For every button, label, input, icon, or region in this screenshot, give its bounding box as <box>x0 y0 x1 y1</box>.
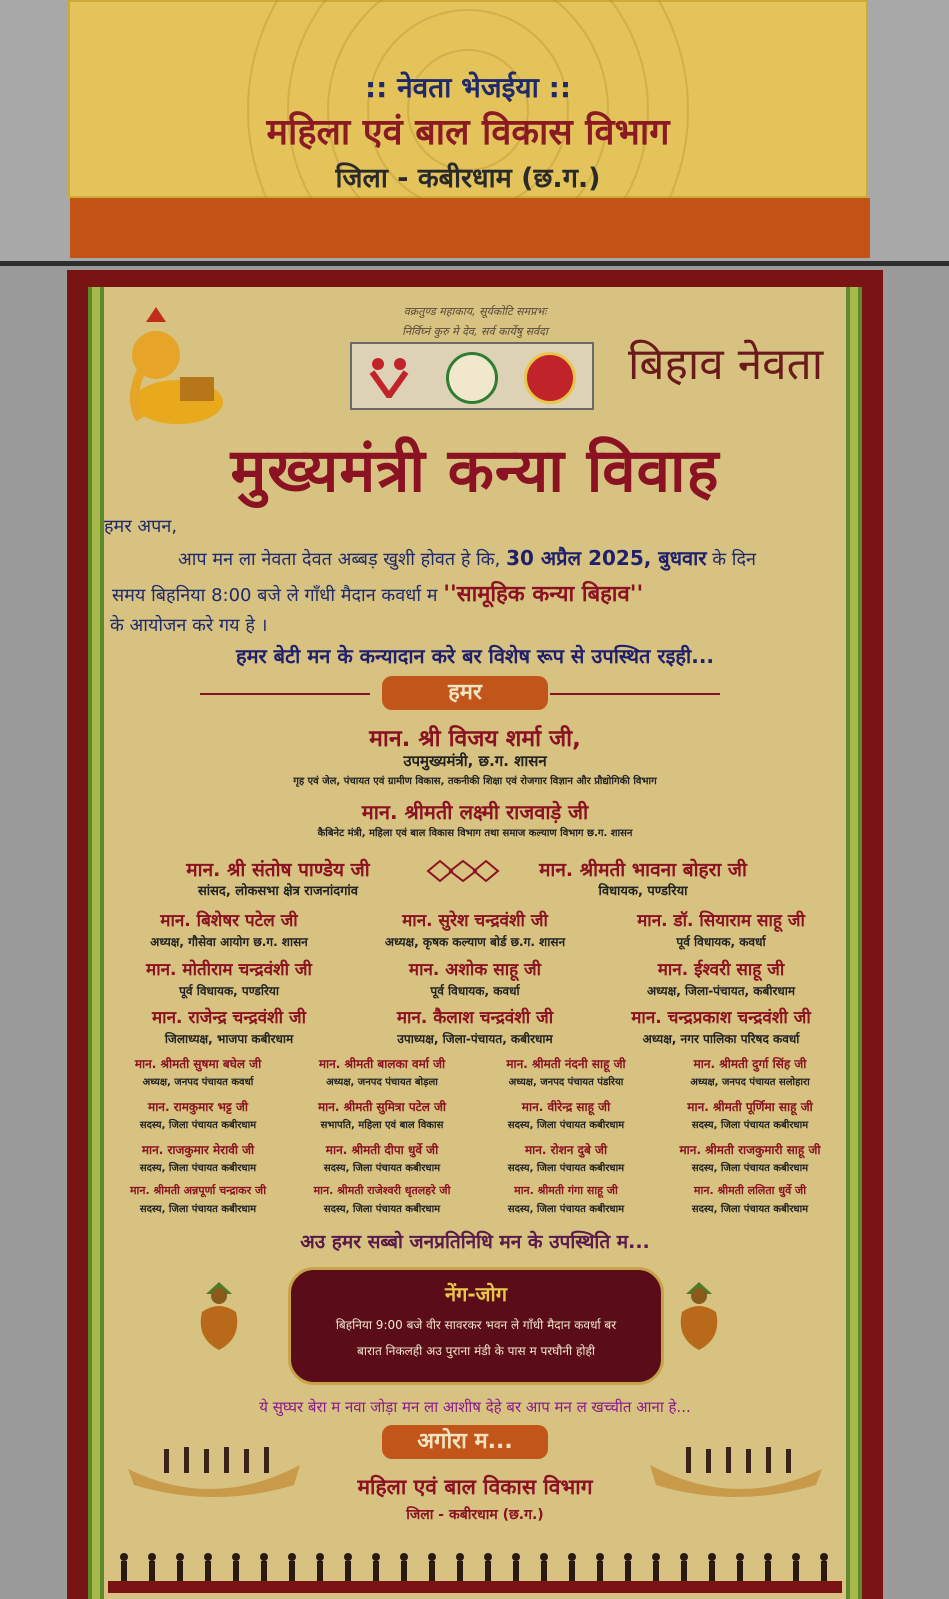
guest-name: मान. श्रीमती पूर्णिमा साहू जी <box>687 1100 813 1114</box>
greeting: हमर अपन, <box>104 516 178 537</box>
dancer-head <box>596 1553 604 1561</box>
dancer-head <box>400 1553 408 1561</box>
dancer-body <box>709 1561 715 1581</box>
vip1-name: मान. श्री विजय शर्मा जी, <box>369 726 581 752</box>
dancer-body <box>289 1561 295 1581</box>
invite-para-3: के आयोजन करे गय हे । <box>110 615 268 636</box>
guest-name: मान. श्रीमती दीपा धुर्वे जी <box>325 1143 439 1157</box>
guest-name: मान. राजकुमार मेरावी जी <box>141 1143 255 1157</box>
guest-role: सदस्य, जिला पंचायत कबीरधाम <box>139 1120 257 1131</box>
dancer-body <box>429 1561 435 1581</box>
guest-role: सांसद, लोकसभा क्षेत्र राजनांदगांव <box>197 884 359 899</box>
guest-name: मान. श्रीमती राजेश्वरी धृतलहरे जी <box>313 1184 451 1197</box>
dancer-body <box>597 1561 603 1581</box>
guest-name: मान. बिशेषर पटेल जी <box>160 911 298 931</box>
guest-role: पूर्व विधायक, कवर्धा <box>430 984 520 998</box>
guest-role: अध्यक्ष, कृषक कल्याण बोर्ड छ.ग. शासन <box>384 935 566 949</box>
dancer-head <box>316 1553 324 1561</box>
district-label: जिला - कबीरधाम (छ.ग.) <box>335 163 601 194</box>
guest-role: अध्यक्ष, जनपद पंचायत कवर्धा <box>142 1077 254 1088</box>
dancer-body <box>737 1561 743 1581</box>
dancer-head <box>484 1553 492 1561</box>
guest-name: मान. वीरेन्द्र साहू जी <box>521 1100 611 1114</box>
dancer-head <box>288 1553 296 1561</box>
guest-name: मान. अशोक साहू जी <box>408 960 542 980</box>
guest-role: सदस्य, जिला पंचायत कबीरधाम <box>507 1204 625 1215</box>
guest-name: मान. श्रीमती राजकुमारी साहू जी <box>679 1143 821 1157</box>
agora-pill: अगोरा म... <box>382 1425 548 1459</box>
dancer-head <box>176 1553 184 1561</box>
guest-role: सदस्य, जिला पंचायत कबीरधाम <box>691 1120 809 1131</box>
dancer-head <box>428 1553 436 1561</box>
dancer-head <box>568 1553 576 1561</box>
guest-role: अध्यक्ष, गौसेवा आयोग छ.ग. शासन <box>150 935 308 949</box>
dancer-body <box>177 1561 183 1581</box>
guest-name: मान. ईश्वरी साहू जी <box>657 960 785 980</box>
neg-jog-title: नेंग-जोग <box>445 1282 507 1306</box>
guest-name: मान. श्रीमती ललिता धुर्वे जी <box>693 1184 807 1197</box>
dancer-head <box>708 1553 716 1561</box>
guest-name: मान. मोतीराम चन्द्रवंशी जी <box>146 960 312 980</box>
dancer-body <box>765 1561 771 1581</box>
dancer-head <box>736 1553 744 1561</box>
guest-name: मान. चन्द्रप्रकाश चन्द्रवंशी जी <box>631 1008 811 1028</box>
neg-jog-line-1: बिहनिया 9:00 बजे वीर सावरकर भवन ले गाँधी मैदान कवर्धा बर <box>335 1318 617 1332</box>
neg-jog-box <box>288 1267 664 1385</box>
dancer-body <box>149 1561 155 1581</box>
dancer-body <box>625 1561 631 1581</box>
guest-role: अध्यक्ष, जनपद पंचायत बोड़ला <box>326 1077 438 1088</box>
guest-role: विधायक, पण्डरिया <box>598 884 688 899</box>
dancer-body <box>793 1561 799 1581</box>
footer-organization: महिला एवं बाल विकास विभाग <box>357 1475 593 1499</box>
footer-district: जिला - कबीरधाम (छ.ग.) <box>406 1507 544 1523</box>
guest-role: अध्यक्ष, जनपद पंचायत पंडरिया <box>508 1077 624 1088</box>
department-title: महिला एवं बाल विकास विभाग <box>266 112 670 153</box>
dancer-head <box>148 1553 156 1561</box>
guest-name: मान. श्रीमती अन्नपूर्णा चन्द्राकर जी <box>129 1184 267 1197</box>
dancer-body <box>233 1561 239 1581</box>
guest-role: सदस्य, जिला पंचायत कबीरधाम <box>507 1120 625 1131</box>
header-card <box>68 0 868 198</box>
guest-name: मान. श्रीमती भावना बोहरा जी <box>539 859 747 881</box>
dancer-head <box>540 1553 548 1561</box>
logo-band <box>350 342 594 410</box>
dancer-body <box>821 1561 827 1581</box>
diamond-ornament-icon <box>426 859 500 883</box>
invite-text-a: आप मन ला नेवता देवत अब्बड़ खुशी होवत हे कि, <box>178 549 501 570</box>
event-date: 30 अप्रैल 2025, बुधवार <box>506 546 707 570</box>
vip2-name: मान. श्रीमती लक्ष्मी राजवाड़े जी <box>361 800 589 824</box>
family-icon <box>366 352 412 398</box>
guest-role: पूर्व विधायक, कवर्धा <box>676 935 766 949</box>
guest-role: अध्यक्ष, जनपद पंचायत सलोहारा <box>690 1077 810 1088</box>
guest-name: मान. डॉ. सियाराम साहू जी <box>637 911 805 931</box>
dancer-head <box>792 1553 800 1561</box>
dancer-head <box>680 1553 688 1561</box>
guest-role: अध्यक्ष, जिला-पंचायत, कबीरधाम <box>646 984 796 998</box>
kalash-icon <box>196 1282 242 1352</box>
ganesha-illustration <box>118 307 228 432</box>
guest-role: सदस्य, जिला पंचायत कबीरधाम <box>691 1204 809 1215</box>
ornament-line-left <box>200 693 370 695</box>
dancer-head <box>512 1553 520 1561</box>
guest-role: सभापति, महिला एवं बाल विकास <box>320 1120 444 1131</box>
dancer-body <box>569 1561 575 1581</box>
bride-logo-icon <box>524 352 576 404</box>
guest-role: सदस्य, जिला पंचायत कबीरधाम <box>139 1163 257 1174</box>
bihav-nevta-title: बिहाव नेवता <box>628 339 824 390</box>
dancer-body <box>373 1561 379 1581</box>
invite-text-b: के दिन <box>712 549 756 570</box>
dancer-head <box>624 1553 632 1561</box>
hamar-pill: हमर <box>382 676 548 710</box>
dancer-body <box>401 1561 407 1581</box>
guest-role: सदस्य, जिला पंचायत कबीरधाम <box>507 1163 625 1174</box>
invite-para-1 <box>178 544 756 571</box>
invite-time: समय बिहनिया 8:00 बजे ले गाँधी मैदान कवर्धा म <box>112 585 438 606</box>
guest-name: मान. श्री संतोष पाण्डेय जी <box>186 859 370 881</box>
dancer-body <box>205 1561 211 1581</box>
guest-role: जिलाध्यक्ष, भाजपा कबीरधाम <box>164 1032 294 1046</box>
guest-name: मान. कैलाश चन्द्रवंशी जी <box>396 1008 554 1028</box>
guest-name: मान. सुरेश चन्द्रवंशी जी <box>402 911 548 931</box>
event-name: ''सामूहिक कन्या बिहाव'' <box>443 582 644 607</box>
guest-name: मान. रामकुमार भट्ट जी <box>148 1100 248 1114</box>
dancer-body <box>541 1561 547 1581</box>
vip1-role: उपमुख्यमंत्री, छ.ग. शासन <box>403 752 547 770</box>
dancer-body <box>485 1561 491 1581</box>
main-title: मुख्यमंत्री कन्या विवाह <box>230 436 720 506</box>
mantra-line-2: निर्विघ्नं कुरु मे देव, सर्व कार्येषु सर्वदा <box>402 325 548 338</box>
dancer-head <box>120 1553 128 1561</box>
neg-jog-line-2: बारात निकलही अउ पुराना मंडी के पास म परघौनी होही <box>357 1344 595 1358</box>
dancer-head <box>260 1553 268 1561</box>
dancer-body <box>345 1561 351 1581</box>
dancer-head <box>652 1553 660 1561</box>
kalash-icon <box>676 1282 722 1352</box>
guest-role: सदस्य, जिला पंचायत कबीरधाम <box>323 1204 441 1215</box>
invite-para-2 <box>112 578 643 608</box>
dancers-border-illustration <box>108 1551 842 1593</box>
guest-role: अध्यक्ष, नगर पालिका परिषद कवर्धा <box>642 1032 800 1046</box>
presence-line: अउ हमर सब्बो जनप्रतिनिधि मन के उपस्थिति म... <box>300 1231 650 1253</box>
guest-name: मान. श्रीमती सुषमा बघेल जी <box>134 1057 262 1071</box>
dancer-body <box>457 1561 463 1581</box>
dancer-head <box>204 1553 212 1561</box>
dancer-head <box>764 1553 772 1561</box>
guest-role: पूर्व विधायक, पण्डरिया <box>179 984 279 998</box>
dancer-body <box>681 1561 687 1581</box>
vip2-role: कैबिनेट मंत्री, महिला एवं बाल विकास विभाग तथा समाज कल्याण विभाग छ.ग. शासन <box>317 828 633 839</box>
divider-line <box>0 261 949 266</box>
dancer-head <box>820 1553 828 1561</box>
orange-band <box>70 198 870 258</box>
guest-role: उपाध्यक्ष, जिला-पंचायत, कबीरधाम <box>397 1032 553 1046</box>
invitation-card <box>67 270 883 1599</box>
guest-name: मान. श्रीमती नंदनी साहू जी <box>506 1057 626 1071</box>
invitation-inner <box>88 287 862 1599</box>
dancer-head <box>456 1553 464 1561</box>
dancer-head <box>372 1553 380 1561</box>
special-presence-line: हमर बेटी मन के कन्यादान करे बर विशेष रूप से उपस्थित रइही... <box>235 644 715 668</box>
guest-name: मान. श्रीमती सुमित्रा पटेल जी <box>317 1100 447 1114</box>
ornament-line-right <box>550 693 720 695</box>
guest-role: सदस्य, जिला पंचायत कबीरधाम <box>323 1163 441 1174</box>
guest-role: सदस्य, जिला पंचायत कबीरधाम <box>139 1204 257 1215</box>
guest-name: मान. राजेन्द्र चन्द्रवंशी जी <box>152 1008 306 1028</box>
dancer-body <box>513 1561 519 1581</box>
mantra-line-1: वक्रतुण्ड महाकाय, सूर्यकोटि समप्रभः <box>403 305 547 318</box>
guest-role: सदस्य, जिला पंचायत कबीरधाम <box>691 1163 809 1174</box>
dancer-body <box>653 1561 659 1581</box>
guest-name: मान. रोशन दुबे जी <box>524 1143 608 1157</box>
dancer-body <box>121 1561 127 1581</box>
sender-label: :: नेवता भेजईया :: <box>364 71 572 104</box>
dancer-head <box>344 1553 352 1561</box>
blessing-line: ये सुघ्घर बेरा म नवा जोड़ा मन ला आशीष देहे बर आप मन ल खच्चीत आना हे... <box>259 1398 691 1416</box>
dancer-head <box>232 1553 240 1561</box>
dancer-body <box>261 1561 267 1581</box>
guest-name: मान. श्रीमती दुर्गा सिंह जी <box>693 1057 807 1071</box>
vip1-department: गृह एवं जेल, पंचायत एवं ग्रामीण विकास, तकनीकी शिक्षा एवं रोजगार विज्ञान और प्रौद्योगिकी विभाग <box>293 776 657 787</box>
guest-name: मान. श्रीमती बालका वर्मा जी <box>318 1057 446 1071</box>
dancer-body <box>317 1561 323 1581</box>
government-emblem-icon <box>446 352 498 404</box>
guest-name: मान. श्रीमती गंगा साहू जी <box>514 1184 618 1197</box>
